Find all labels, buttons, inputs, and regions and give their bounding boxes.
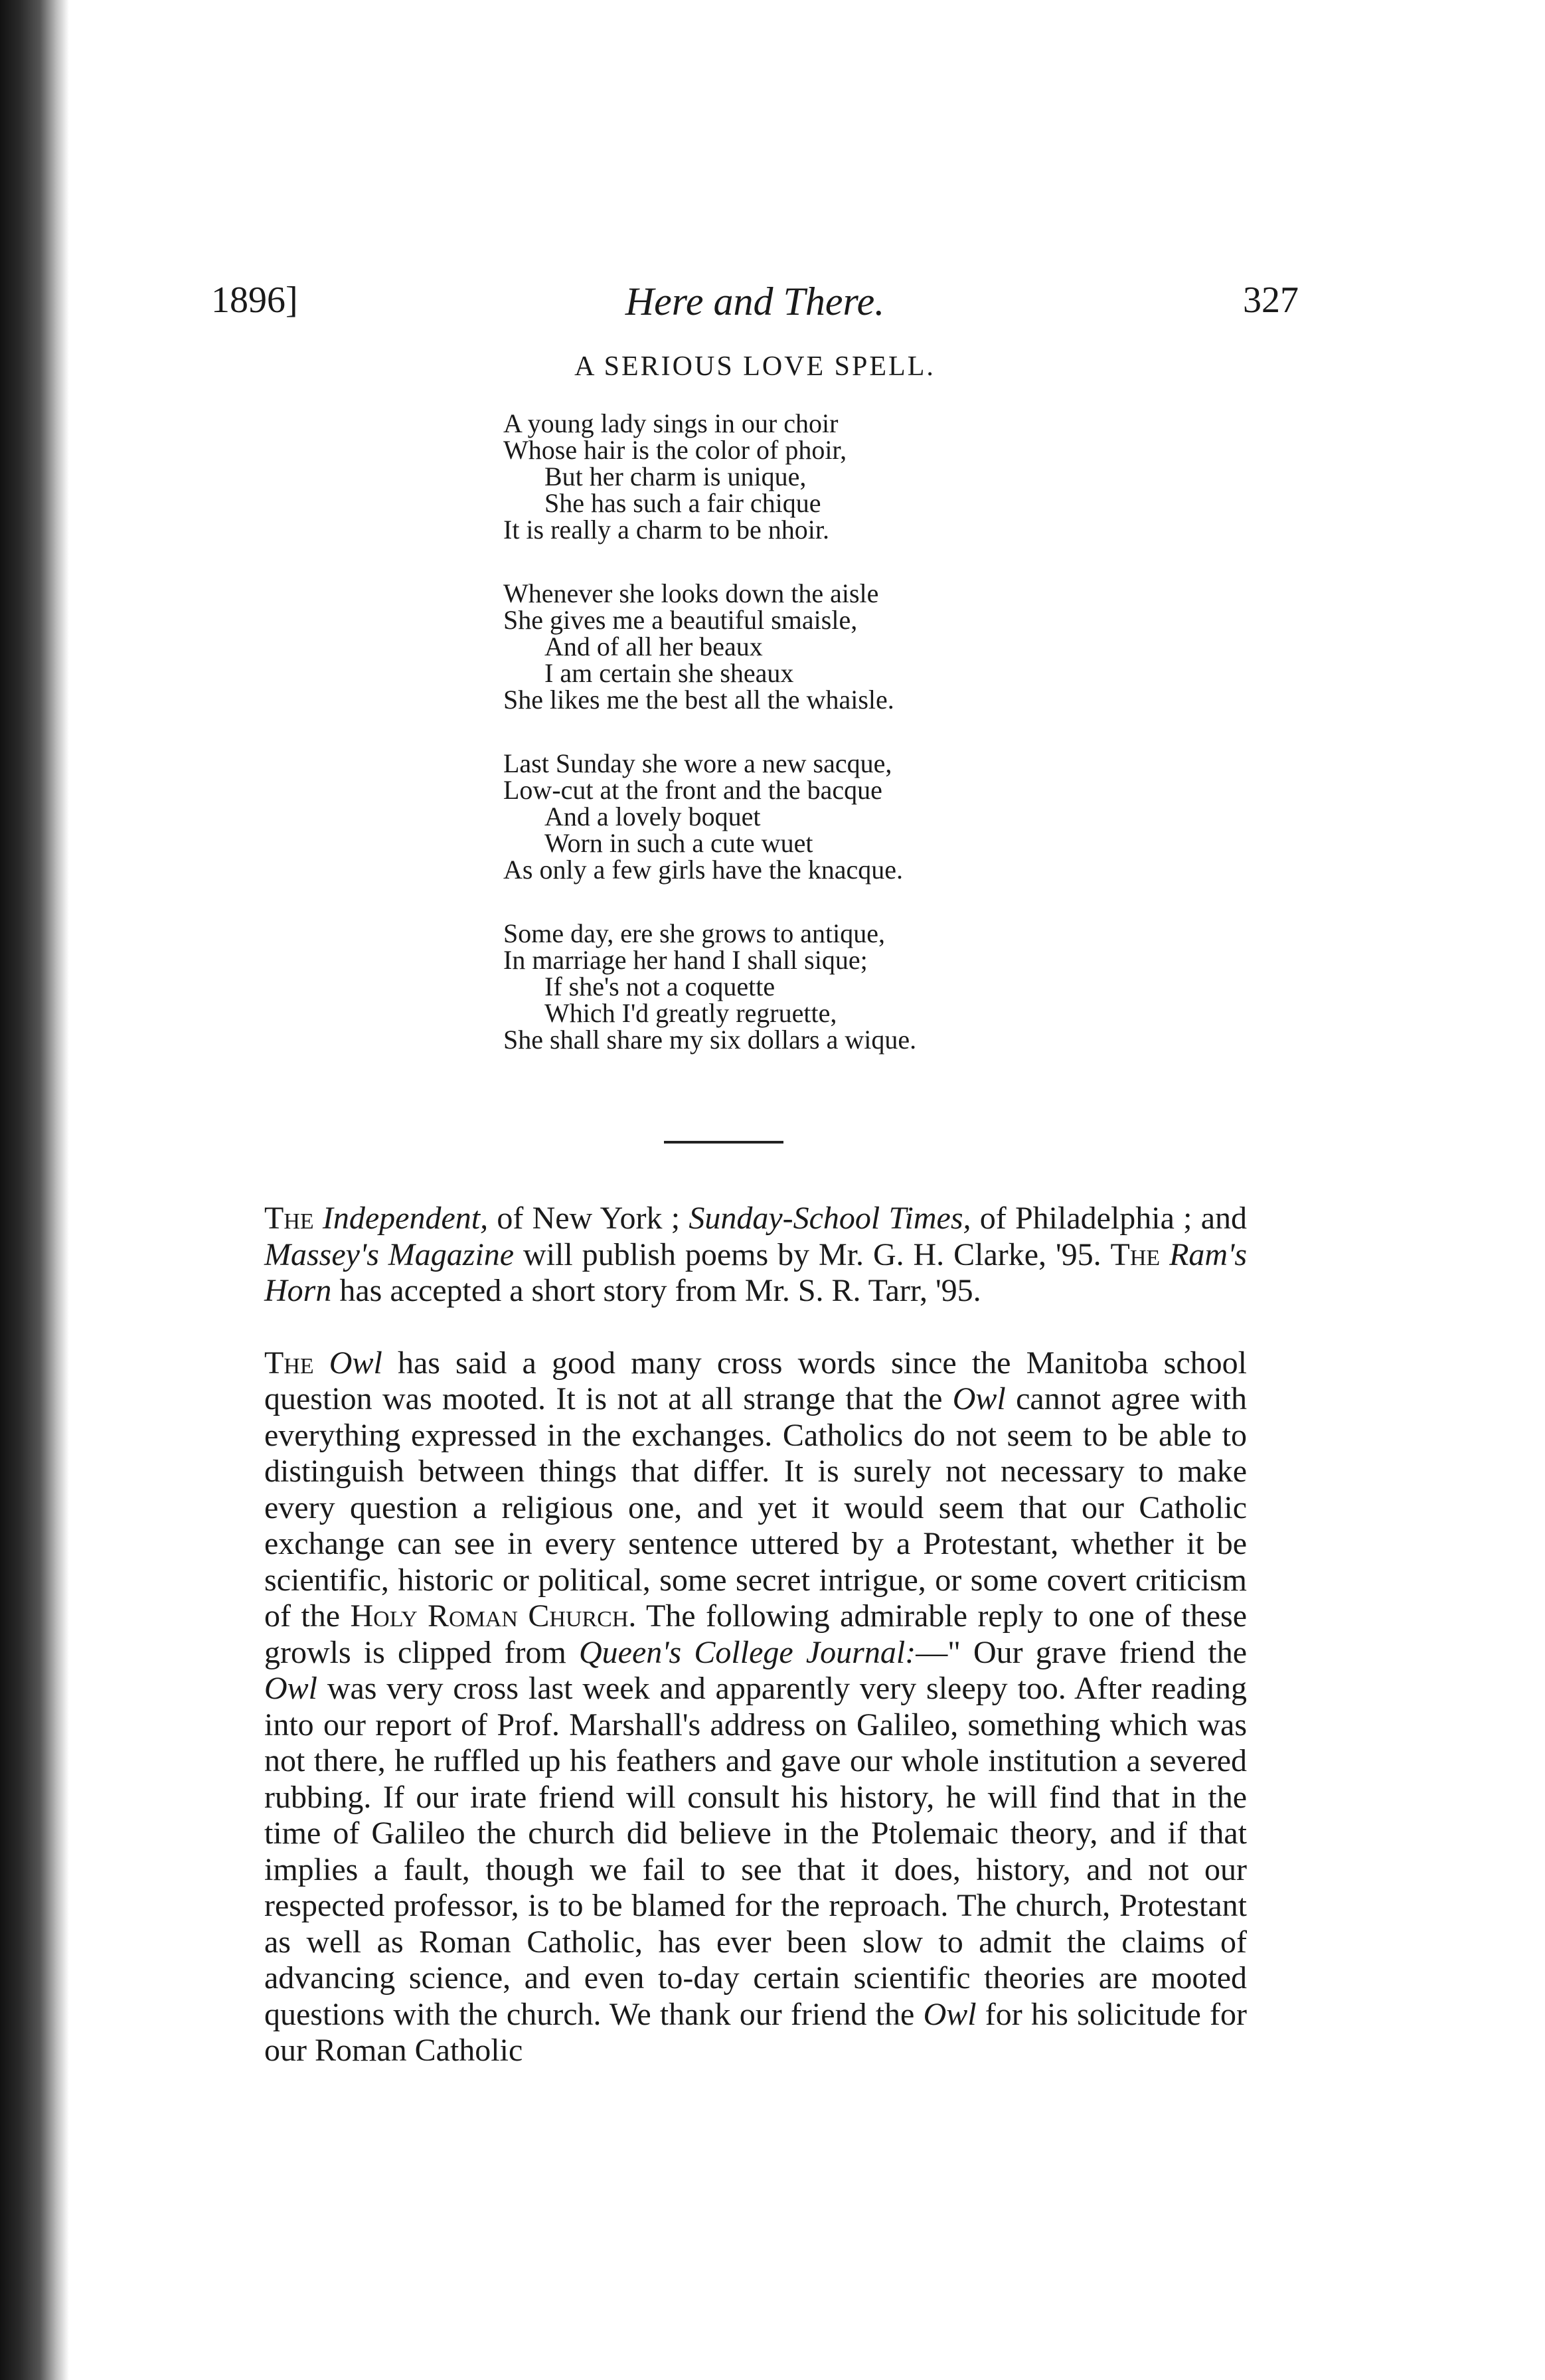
- poem-line: She gives me a beautiful smaisle,: [503, 605, 858, 635]
- poem-line: Whenever she looks down the aisle: [503, 578, 879, 608]
- poem-line: As only a few girls have the knacque.: [503, 855, 904, 885]
- poem-stanza: [503, 410, 1167, 543]
- text-run: has accepted a short story from Mr. S. R. Tarr, '95.: [331, 1273, 981, 1308]
- header-year: 1896]: [211, 280, 298, 321]
- poem-line: A young lady sings in our choir: [503, 408, 839, 438]
- italic-title: Independent,: [322, 1201, 489, 1236]
- small-caps-text: Holy Roman Church.: [350, 1598, 637, 1634]
- poem-line: Last Sunday she wore a new sacque,: [503, 748, 892, 778]
- poem-line: She has such a fair chique: [544, 488, 821, 518]
- italic-title: Owl: [329, 1345, 382, 1381]
- lead-word: The: [264, 1345, 314, 1381]
- text-run: has said a good many cross words since the Manitoba school question was mooted. It is not at all strange that the: [264, 1345, 1248, 1416]
- poem: [503, 410, 1167, 1090]
- lead-word: The: [1110, 1236, 1161, 1272]
- poem-line: She shall share my six dollars a wique.: [503, 1025, 917, 1055]
- paragraph-publications: [264, 1201, 1247, 1310]
- poem-line: I am certain she sheaux: [544, 658, 794, 688]
- article-body: [264, 1201, 1247, 2105]
- poem-line: It is really a charm to be nhoir.: [503, 515, 829, 545]
- text-run: for his solicitude for our Roman Catholic: [264, 1996, 1247, 2068]
- lead-word: The: [264, 1201, 314, 1236]
- italic-title: Ram's Horn: [264, 1236, 1248, 1308]
- italic-title: Owl: [264, 1671, 318, 1706]
- poem-line: Whose hair is the color of phoir,: [503, 435, 847, 465]
- page-number: 327: [1243, 280, 1299, 321]
- italic-title: Sunday-School Times,: [689, 1201, 971, 1236]
- text-run: was very cross last week and apparently very sleepy too. After reading into our report of Prof. Marshall's address on Galileo, something which was not there, he ruffled up his feathers and gave our whole institution a severed rubbing. If our irate friend will consult his history, he will find that in the time of Galileo the church did believe in the Ptolemaic theory, and if that implies a fault, though we fail to see that it does, history, and not our respected professor, is to be blamed for the reproach. The church, Protestant as well as Roman Catholic, has ever been slow to admit the claims of advancing science, and even to-day certain scientific theories are mooted questions with the church. We thank our friend the: [264, 1671, 1247, 2032]
- poem-line: She likes me the best all the whaisle.: [503, 685, 894, 715]
- text-run: The following admirable reply to one of these growls is clipped from: [264, 1598, 1248, 1670]
- text-run: —" Our grave friend the: [916, 1634, 1247, 1670]
- poem-line: If she's not a coquette: [544, 972, 775, 1001]
- poem-title: A SERIOUS LOVE SPELL.: [574, 351, 935, 382]
- poem-line: And of all her beaux: [544, 632, 763, 661]
- poem-line: But her charm is unique,: [544, 462, 807, 491]
- book-spine-shadow: [0, 0, 69, 2380]
- italic-title: Queen's College Journal:: [579, 1634, 916, 1670]
- text-run: of New York ;: [488, 1201, 689, 1236]
- poem-line: In marriage her hand I shall sique;: [503, 945, 868, 975]
- text-run: cannot agree with everything expressed in the exchanges. Catholics do not seem to be able to distinguish between things that differ. It is surely not necessary to make every question a religious one, and yet it would seem that our Catholic exchange can see in every sentence uttered by a Protestant, whether it be scientific, historic or political, some secret intrigue, or some covert criticism of the: [264, 1381, 1248, 1634]
- poem-line: Which I'd greatly regruette,: [544, 998, 837, 1028]
- paragraph-owl-reply: [264, 1345, 1247, 2069]
- poem-stanza: [503, 920, 1167, 1053]
- text-run: will publish poems by Mr. G. H. Clarke, '95.: [514, 1236, 1111, 1272]
- text-run: of Philadelphia ; and: [971, 1201, 1248, 1236]
- italic-title: Massey's Magazine: [264, 1236, 515, 1272]
- running-header: [211, 279, 1299, 332]
- poem-stanza: [503, 750, 1167, 883]
- header-running-title: Here and There.: [625, 280, 885, 323]
- poem-line: And a lovely boquet: [544, 802, 761, 831]
- poem-line: Worn in such a cute wuet: [544, 828, 813, 858]
- section-divider-rule: [664, 1141, 783, 1144]
- poem-line: Low-cut at the front and the bacque: [503, 775, 882, 805]
- poem-stanza: [503, 580, 1167, 713]
- poem-line: Some day, ere she grows to antique,: [503, 918, 886, 948]
- italic-title: Owl: [952, 1381, 1006, 1416]
- italic-title: Owl: [923, 1996, 977, 2032]
